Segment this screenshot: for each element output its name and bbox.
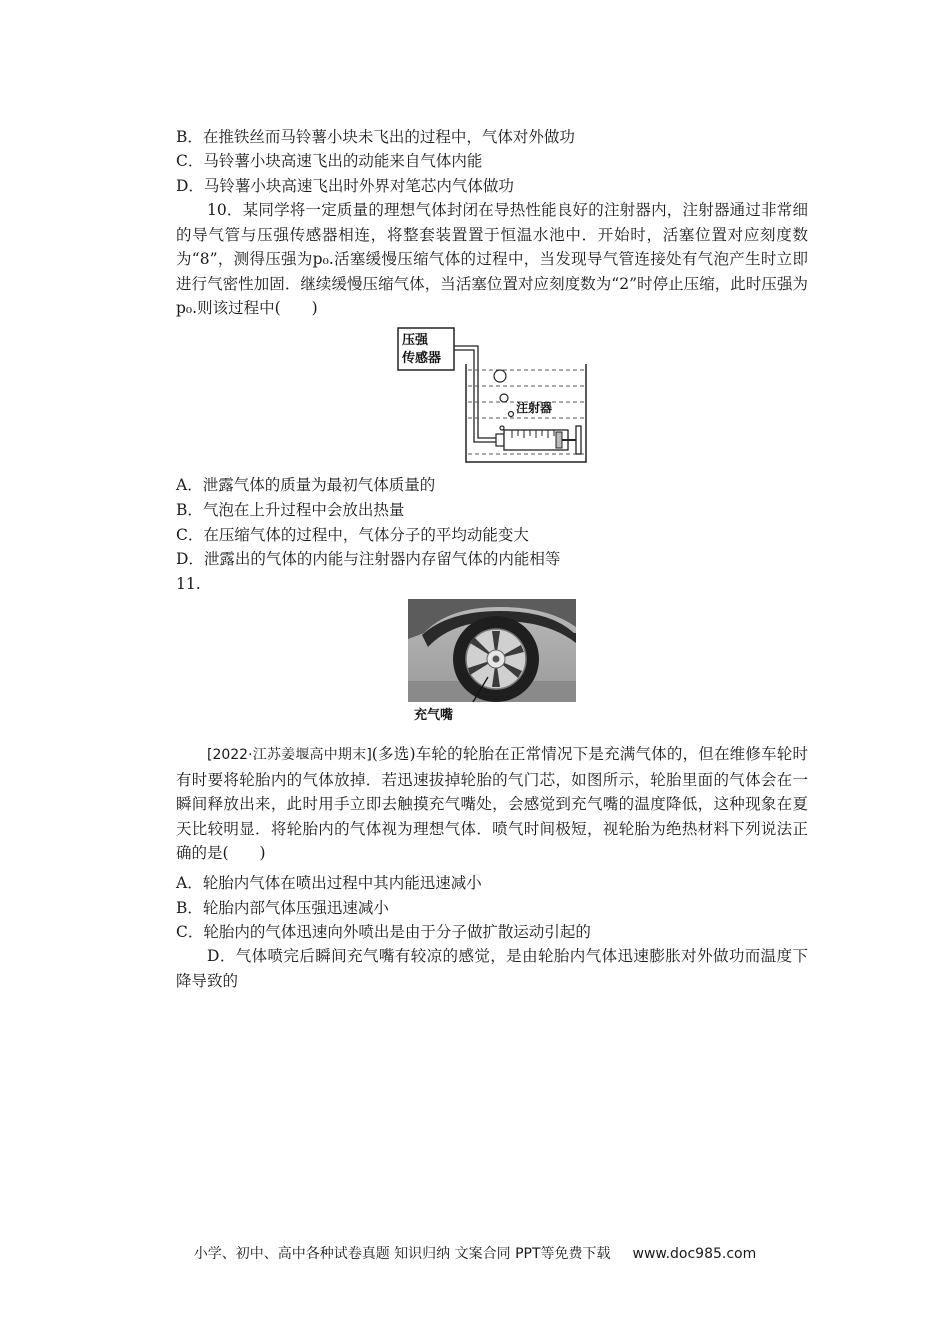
q10-option-b: B．气泡在上升过程中会放出热量	[176, 501, 405, 519]
q11-option-d: D．气体喷完后瞬间充气嘴有较凉的感觉，是由轮胎内气体迅速膨胀对外做功而温度下降导致的	[176, 947, 808, 990]
sensor-label-2: 传感器	[402, 351, 442, 366]
q11-option-a: A．轮胎内气体在喷出过程中其内能迅速减小	[176, 874, 482, 892]
q10-option-d: D．泄露出的气体的内能与注射器内存留气体的内能相等	[176, 550, 561, 568]
syringe-label: 注射器	[516, 401, 553, 415]
q10-figure	[396, 326, 592, 466]
q10-stem: 10．某同学将一定质量的理想气体封闭在导热性能良好的注射器内，注射器通过非常细的导气管与压强传感器相连，将整套装置置于恒温水池中．开始时，活塞位置对应刻度数为“8”，测得压强为p₀.活塞缓慢压缩气体的过程中，当发现导气管连接处有气泡产生时立即进行气密性加固．继续缓慢压缩气体，当活塞位置对应刻度数为“2”时停止压缩，此时压强为p₀.则该过程中( )	[176, 201, 808, 318]
q11-option-c: C．轮胎内的气体迅速向外喷出是由于分子做扩散运动引起的	[176, 923, 591, 941]
sensor-label-1: 压强	[402, 333, 429, 348]
bubble-small	[509, 412, 514, 417]
q11-wheel-photo	[408, 599, 576, 723]
bubble-large	[494, 370, 506, 382]
page-footer	[0, 1243, 950, 1263]
q9-option-b: B．在推铁丝而马铃薯小块未飞出的过程中，气体对外做功	[176, 128, 575, 146]
syringe-connector	[496, 434, 504, 446]
q11-number: 11.	[176, 575, 201, 593]
q10-option-c: C．在压缩气体的过程中，气体分子的平均动能变大	[176, 526, 529, 544]
q11-source-tag: [2022·江苏姜堰高中期末]	[207, 747, 372, 763]
bubble-medium	[500, 394, 508, 402]
q11-option-b: B．轮胎内部气体压强迅速减小	[176, 899, 389, 917]
footer-url[interactable]: www.doc985.com	[632, 1246, 757, 1262]
valve-label: 充气嘴	[414, 708, 454, 723]
footer-text: 小学、初中、高中各种试卷真题 知识归纳 文案合同 PPT等免费下载	[193, 1246, 611, 1262]
q11-stem-text: (多选)车轮的轮胎在正常情况下是充满气体的，但在维修车轮时有时要将轮胎内的气体放掉．若迅速拔掉轮胎的气门芯，如图所示，轮胎里面的气体会在一瞬间释放出来，此时用手立即去触摸充气嘴处，会感觉到充气嘴的温度降低，这种现象在夏天比较明显．将轮胎内的气体视为理想气体．喷气时间极短，视轮胎为绝热材料下列说法正确的是( )	[176, 745, 808, 863]
q9-option-c: C．马铃薯小块高速飞出的动能来自气体内能	[176, 152, 483, 170]
q10-option-a: A．泄露气体的质量为最初气体质量的	[176, 476, 436, 494]
syringe-plunger-handle	[576, 426, 581, 454]
q11-stem	[176, 742, 808, 866]
air-tube	[454, 346, 496, 438]
syringe-piston	[556, 432, 562, 448]
q9-option-d: D．马铃薯小块高速飞出时外界对笔芯内气体做功	[176, 177, 514, 195]
